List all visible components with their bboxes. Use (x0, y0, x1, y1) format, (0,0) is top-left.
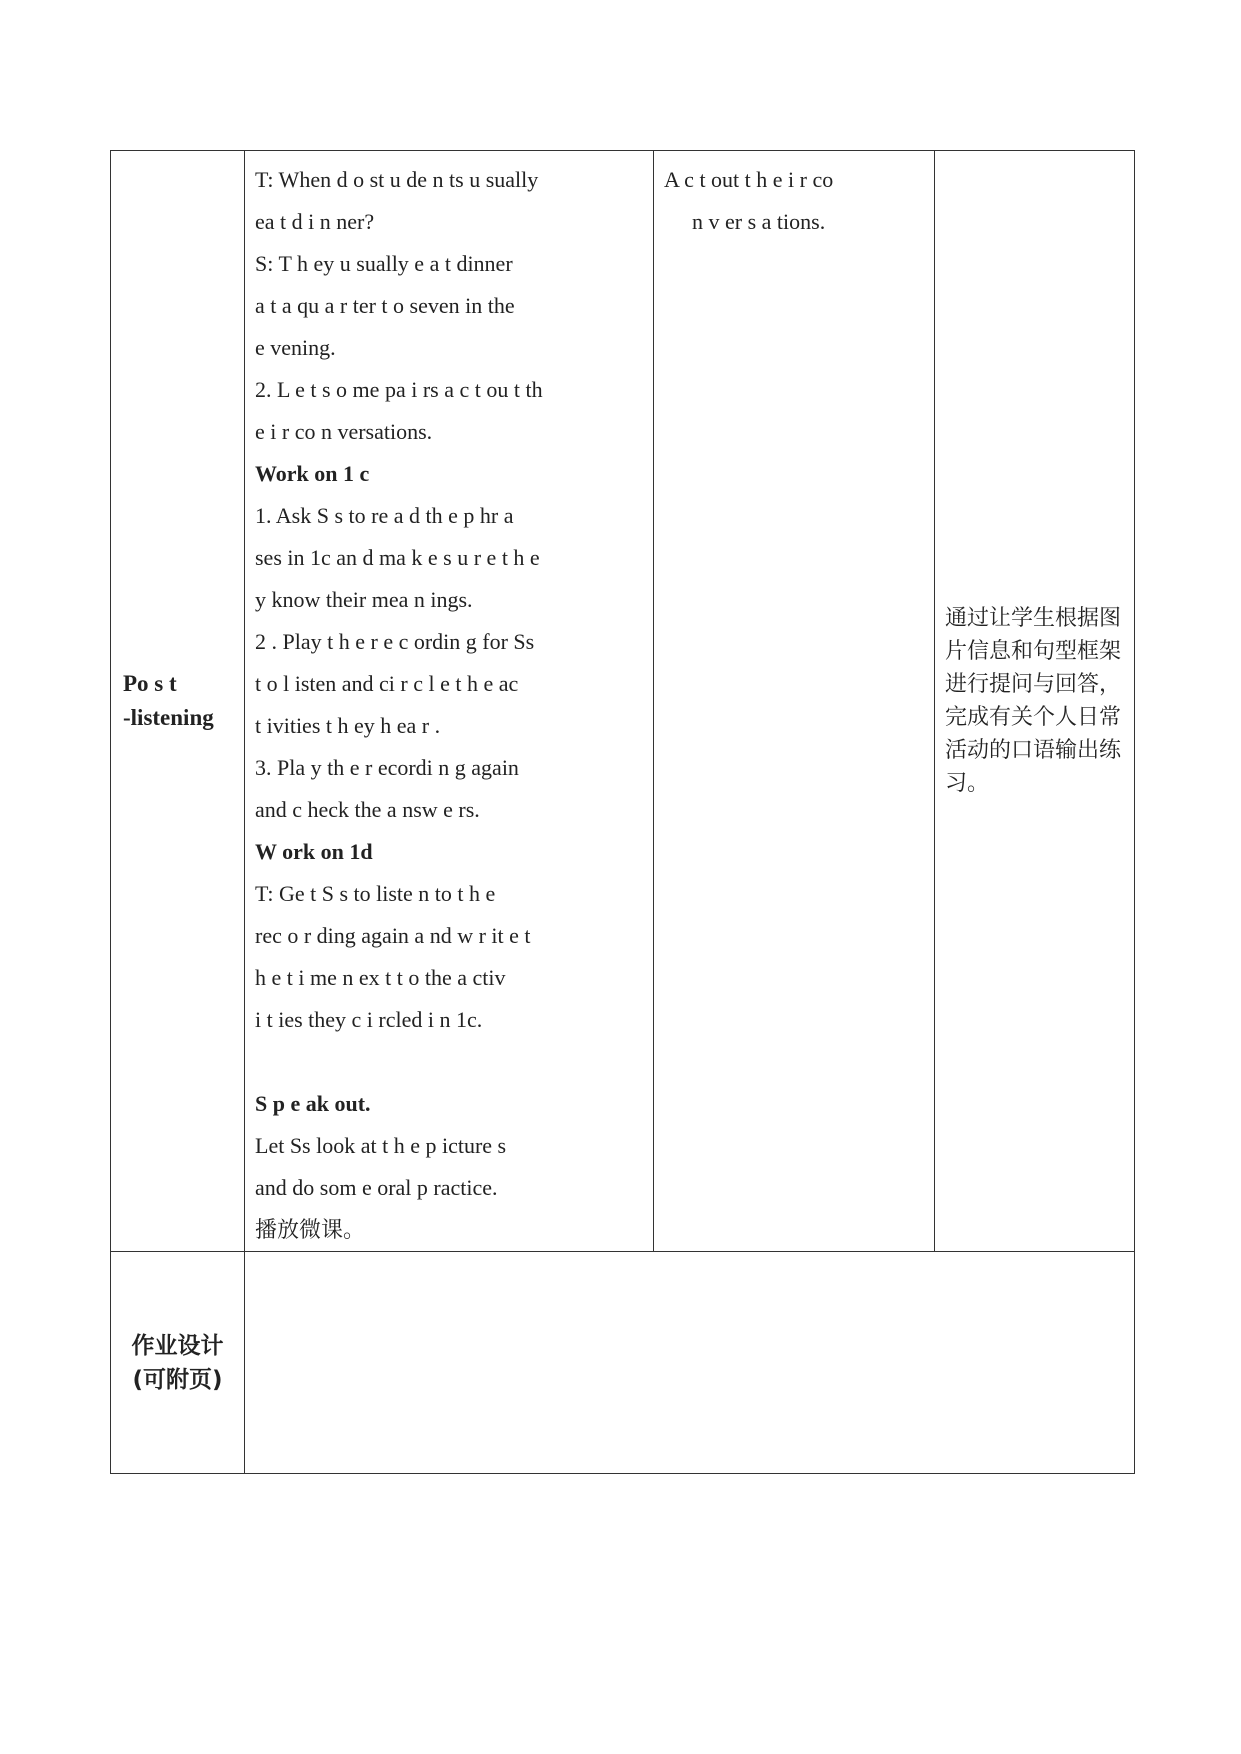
student-activity-cell (654, 151, 935, 1252)
activity-line: n v er s a tions. (692, 209, 826, 234)
procedure-line: Let Ss look at t h e p icture s (255, 1133, 507, 1158)
homework-row (111, 1252, 1135, 1474)
stage-label-line2: -listening (123, 705, 214, 730)
procedure-text (255, 159, 643, 1251)
procedure-line: rec o r ding again a nd w r it e t (255, 923, 531, 948)
procedure-line: h e t i me n ex t t o the a ctiv (255, 965, 506, 990)
procedure-spacer (255, 1041, 643, 1083)
procedure-line: T: Ge t S s to liste n to t h e (255, 881, 496, 906)
homework-content-cell (245, 1252, 1135, 1474)
procedure-heading: W ork on 1d (255, 839, 373, 864)
procedure-line: t o l isten and ci r c l e t h e ac (255, 671, 519, 696)
procedure-heading: S p e ak out. (255, 1091, 371, 1116)
post-listening-row (111, 151, 1135, 1252)
procedure-line: and do som e oral p ractice. (255, 1175, 498, 1200)
stage-label-line1: Po s t (123, 671, 177, 696)
lesson-plan-table (110, 150, 1135, 1474)
procedure-line: t ivities t h ey h ea r . (255, 713, 441, 738)
procedure-line: T: When d o st u de n ts u sually (255, 167, 539, 192)
procedure-line: 2. L e t s o me pa i rs a c t ou t th (255, 377, 543, 402)
procedure-line: ea t d i n ner? (255, 209, 375, 234)
procedure-line: and c heck the a nsw e rs. (255, 797, 480, 822)
procedure-line: 3. Pla y th e r ecordi n g again (255, 755, 519, 780)
procedure-line: e i r co n versations. (255, 419, 433, 444)
homework-label-cell (111, 1252, 245, 1474)
procedure-line: ses in 1c an d ma k e s u r e t h e (255, 545, 540, 570)
homework-label-line1: 作业设计 (131, 1332, 224, 1359)
teaching-procedure-cell (245, 151, 654, 1252)
procedure-line: S: T h ey u sually e a t dinner (255, 251, 513, 276)
homework-label-line2: (可附页) (132, 1366, 223, 1393)
procedure-line: a t a qu a r ter t o seven in the (255, 293, 515, 318)
procedure-line: i t ies they c i rcled i n 1c. (255, 1007, 483, 1032)
activity-line: A c t out t h e i r co (664, 167, 834, 192)
procedure-heading: Work on 1 c (255, 461, 370, 486)
design-purpose-cell (935, 151, 1135, 1252)
procedure-line: y know their mea n ings. (255, 587, 473, 612)
procedure-line: e vening. (255, 335, 336, 360)
procedure-line: 2 . Play t h e r e c ordin g for Ss (255, 629, 535, 654)
stage-cell (111, 151, 245, 1252)
procedure-line: 1. Ask S s to re a d th e p hr a (255, 503, 514, 528)
procedure-line: 播放微课。 (255, 1217, 366, 1242)
design-purpose-text: 通过让学生根据图片信息和句型框架进行提问与回答，完成有关个人日常活动的口语输出练习。 (945, 606, 1122, 796)
